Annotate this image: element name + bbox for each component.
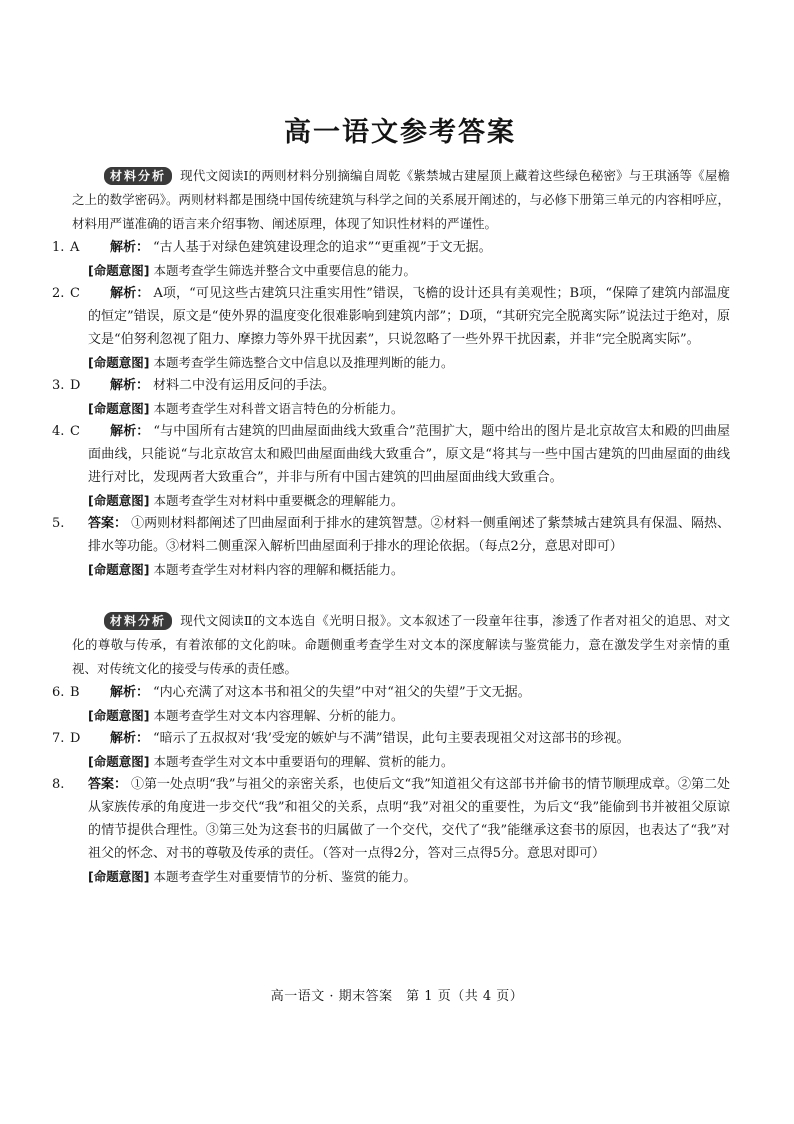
answer-text: “内心充满了对这本书和祖父的失望”中对“祖父的失望”于文无据。 <box>153 685 531 700</box>
answer-label: 答案： <box>88 516 128 531</box>
intent-text: 本题考查学生筛选整合文中信息以及推理判断的能力。 <box>153 355 454 370</box>
answer-label: 解析： <box>110 286 150 301</box>
answer-page <box>52 0 730 888</box>
answer-line <box>52 374 730 397</box>
intent-line <box>70 351 730 374</box>
page-footer: 高一语文 · 期末答案 第 1 页（共 4 页） <box>270 989 524 1004</box>
question-number: 1. <box>52 240 65 255</box>
answer-label: 解析： <box>110 731 150 746</box>
page-title: 高一语文参考答案 <box>284 117 516 148</box>
question-item <box>52 681 730 727</box>
intent-text: 本题考查学生对重要情节的分析、鉴赏的能力。 <box>153 869 416 884</box>
intent-text: 本题考查学生对材料中重要概念的理解能力。 <box>153 493 404 508</box>
answer-label: 解析： <box>110 240 150 255</box>
intent-label: [命题意图] <box>88 708 150 723</box>
material-analysis-1 <box>72 164 730 236</box>
answer-line <box>52 727 730 750</box>
intent-line <box>70 397 730 420</box>
intent-line <box>70 750 730 773</box>
answer-choice: B <box>70 685 80 700</box>
intent-text: 本题考查学生对材料内容的理解和概括能力。 <box>153 562 404 577</box>
question-item <box>52 420 730 512</box>
intent-line <box>70 259 730 282</box>
answer-line <box>52 773 730 865</box>
intent-text: 本题考查学生对文本内容理解、分析的能力。 <box>153 708 404 723</box>
answer-choice: D <box>70 378 81 393</box>
material-analysis-badge: 材料分析 <box>104 612 172 630</box>
intent-line <box>70 558 730 581</box>
question-number: 3. <box>52 378 65 393</box>
intent-line <box>70 489 730 512</box>
answer-line <box>52 681 730 704</box>
intent-label: [命题意图] <box>88 263 150 278</box>
answer-line <box>52 420 730 489</box>
answer-choice: C <box>70 424 80 439</box>
answer-label: 答案： <box>88 777 128 792</box>
answer-text: ①第一处点明“我”与祖父的亲密关系，也使后文“我”知道祖父有这部书并偷书的情节顺理成章。②第二处从家族传承的角度进一步交代“我”和祖父的关系，点明“我”对祖父的重要性，为后文“我”能偷到书并被祖父原谅的情节提供合理性。③第三处为这套书的归属做了一个交代，交代了“我”能继承这套书的原因，也表达了“我”对祖父的怀念、对书的尊敬及传承的责任。（答对一点得2分，答对三点得5分。意思对即可） <box>88 777 730 861</box>
answer-text: “与中国所有古建筑的凹曲屋面曲线大致重合”范围扩大，题中给出的图片是北京故宫太和殿的凹曲屋面曲线，只能说“与北京故宫太和殿凹曲屋面曲线大致重合”，原文是“将其与一些中国古建筑的凹曲屋面的曲线进行对比，发现两者大致重合”，并非与所有中国古建筑的凹曲屋面曲线大致重合。 <box>88 424 730 485</box>
intent-label: [命题意图] <box>88 355 150 370</box>
question-item <box>52 512 730 581</box>
question-item <box>52 282 730 374</box>
answer-choice: A <box>70 240 80 255</box>
question-item <box>52 773 730 888</box>
answer-label: 解析： <box>110 378 150 393</box>
question-number: 2. <box>52 286 65 301</box>
question-number: 7. <box>52 731 65 746</box>
answer-line <box>52 282 730 351</box>
answer-choice: C <box>70 286 80 301</box>
intent-text: 本题考查学生筛选并整合文中重要信息的能力。 <box>153 263 416 278</box>
question-item <box>52 727 730 773</box>
question-item <box>52 236 730 282</box>
section-2 <box>52 609 730 888</box>
answer-choice: D <box>70 731 81 746</box>
intent-label: [命题意图] <box>88 869 150 884</box>
intent-label: [命题意图] <box>88 754 150 769</box>
material-analysis-badge: 材料分析 <box>104 167 172 185</box>
analysis-text: 现代文阅读Ⅰ的两则材料分别摘编自周乾《紫禁城古建屋顶上藏着这些绿色秘密》与王琪涵等《屋檐之上的数学密码》。两则材料都是围绕中国传统建筑与科学之间的关系展开阐述的，与必修下册第三单元的内容相呼应，材料用严谨准确的语言来介绍事物、阐述原理，体现了知识性材料的严谨性。 <box>72 168 730 231</box>
answer-line <box>52 512 730 558</box>
material-analysis-2 <box>72 609 730 681</box>
answer-text: 材料二中没有运用反问的手法。 <box>153 378 336 393</box>
answer-label: 解析： <box>110 424 150 439</box>
question-item <box>52 374 730 420</box>
intent-line <box>70 704 730 727</box>
question-number: 6. <box>52 685 65 700</box>
answer-text: “暗示了五叔叔对‘我’受宠的嫉妒与不满”错误，此句主要表现祖父对这部书的珍视。 <box>153 731 630 746</box>
intent-line <box>70 865 730 888</box>
answer-text: “古人基于对绿色建筑建设理念的追求”“更重视”于文无据。 <box>153 240 492 255</box>
intent-label: [命题意图] <box>88 401 150 416</box>
answer-label: 解析： <box>110 685 150 700</box>
question-number: 4. <box>52 424 65 439</box>
intent-text: 本题考查学生对文本中重要语句的理解、赏析的能力。 <box>153 754 454 769</box>
answer-text: ①两则材料都阐述了凹曲屋面利于排水的建筑智慧。②材料一侧重阐述了紫禁城古建筑具有保温、隔热、排水等功能。③材料二侧重深入解析凹曲屋面利于排水的理论依据。（每点2分，意思对即可） <box>88 516 730 554</box>
answer-text: A项，“可见这些古建筑只注重实用性”错误，飞檐的设计还具有美观性；B项，“保障了建筑内部温度的恒定”错误，原文是“使外界的温度变化很难影响到建筑内部”；D项，“其研究完全脱离实际”说法过于绝对，原文是“伯努利忽视了阻力、摩擦力等外界干扰因素”，只说忽略了一些外界干扰因素，并非“完全脱离实际”。 <box>88 286 730 347</box>
intent-label: [命题意图] <box>88 562 150 577</box>
answer-line <box>52 236 730 259</box>
question-number: 5. <box>52 516 65 531</box>
question-number: 8. <box>52 777 65 792</box>
analysis-text: 现代文阅读Ⅱ的文本选自《光明日报》。文本叙述了一段童年往事，渗透了作者对祖父的追思、对文化的尊敬与传承，有着浓郁的文化韵味。命题侧重考查学生对文本的深度解读与鉴赏能力，意在激发学生对亲情的重视、对传统文化的接受与传承的责任感。 <box>72 613 730 676</box>
intent-text: 本题考查学生对科普文语言特色的分析能力。 <box>153 401 404 416</box>
intent-label: [命题意图] <box>88 493 150 508</box>
section-1 <box>52 164 730 581</box>
